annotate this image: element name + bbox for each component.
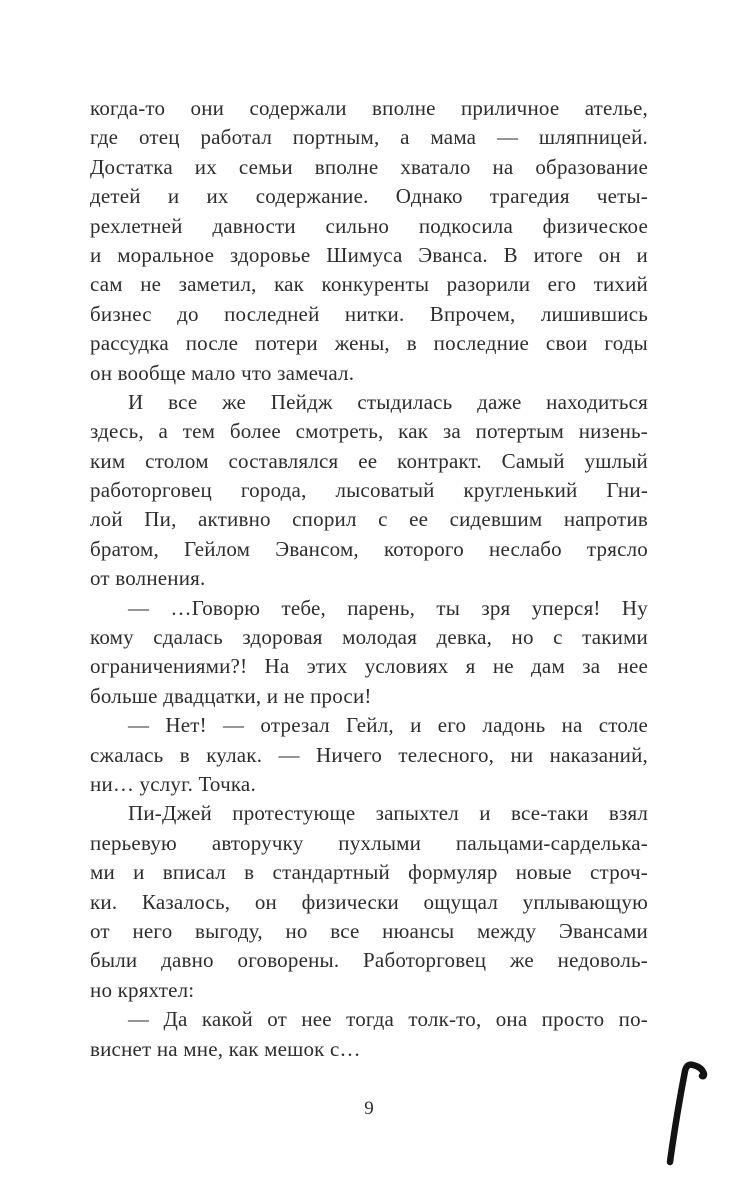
text-line: Достатка их семьи вполне хватало на образование — [90, 154, 648, 179]
text-line: лой Пи, активно спорил с ее сидевшим напротив — [90, 507, 648, 532]
text-line: ми и вписал в стандартный формуляр новые строч- — [90, 860, 648, 885]
text-line: сам не заметил, как конкуренты разорили его тихий — [90, 272, 648, 297]
text-line: — …Говорю тебе, парень, ты зря уперся! Ну — [128, 595, 648, 620]
text-line: детей и их содержание. Однако трагедия четы- — [90, 184, 648, 209]
page-number: 9 — [364, 1098, 374, 1119]
text-line: И все же Пейдж стыдилась даже находиться — [128, 389, 648, 414]
text-line: ки. Казалось, он физически ощущал уплывающую — [90, 889, 648, 914]
text-line: бизнес до последней нитки. Впрочем, лишившись — [90, 301, 648, 326]
text-line: он вообще мало что замечал. — [90, 360, 355, 385]
text-block — [90, 94, 648, 1064]
text-line: работорговец города, лысоватый кругленький Гни- — [90, 478, 648, 503]
text-line: ограничениями?! На этих условиях я не дам за нее — [90, 654, 648, 679]
text-line: рассудка после потери жены, в последние свои годы — [90, 331, 648, 356]
text-line: рехлетней давности сильно подкосила физическое — [90, 213, 648, 238]
text-line: Пи-Джей протестующе запыхтел и все-таки взял — [128, 801, 648, 826]
pen-stroke-mark — [655, 1058, 711, 1170]
text-line: виснет на мне, как мешок с… — [90, 1036, 361, 1061]
text-line: когда-то они содержали вполне приличное ателье, — [90, 96, 648, 120]
text-line: здесь, а тем более смотреть, как за потертым низень- — [90, 419, 648, 444]
text-line: сжалась в кулак. — Ничего телесного, ни наказаний, — [90, 742, 648, 767]
text-line: но кряхтел: — [90, 977, 195, 1002]
text-line: ни… услуг. Точка. — [90, 771, 256, 796]
text-line: от волнения. — [90, 566, 206, 591]
text-line: были давно оговорены. Работорговец же недоволь- — [90, 948, 648, 973]
text-line: — Да какой от нее тогда толк-то, она просто по- — [128, 1007, 648, 1032]
text-line: — Нет! — отрезал Гейл, и его ладонь на столе — [128, 713, 648, 738]
text-line: братом, Гейлом Эвансом, которого неслабо трясло — [90, 536, 648, 561]
text-line: перьевую авторучку пухлыми пальцами-сарделька- — [90, 830, 648, 855]
text-line: кому сдалась здоровая молодая девка, но с такими — [90, 625, 648, 650]
text-line: от него выгоду, но все нюансы между Эвансами — [90, 918, 648, 943]
text-line: где отец работал портным, а мама — шляпницей. — [90, 125, 648, 150]
text-line: и моральное здоровье Шимуса Эванса. В итоге он и — [90, 242, 648, 267]
text-line: больше двадцатки, и не проси! — [90, 683, 372, 708]
text-line: ким столом составлялся ее контракт. Самый ушлый — [90, 448, 648, 473]
